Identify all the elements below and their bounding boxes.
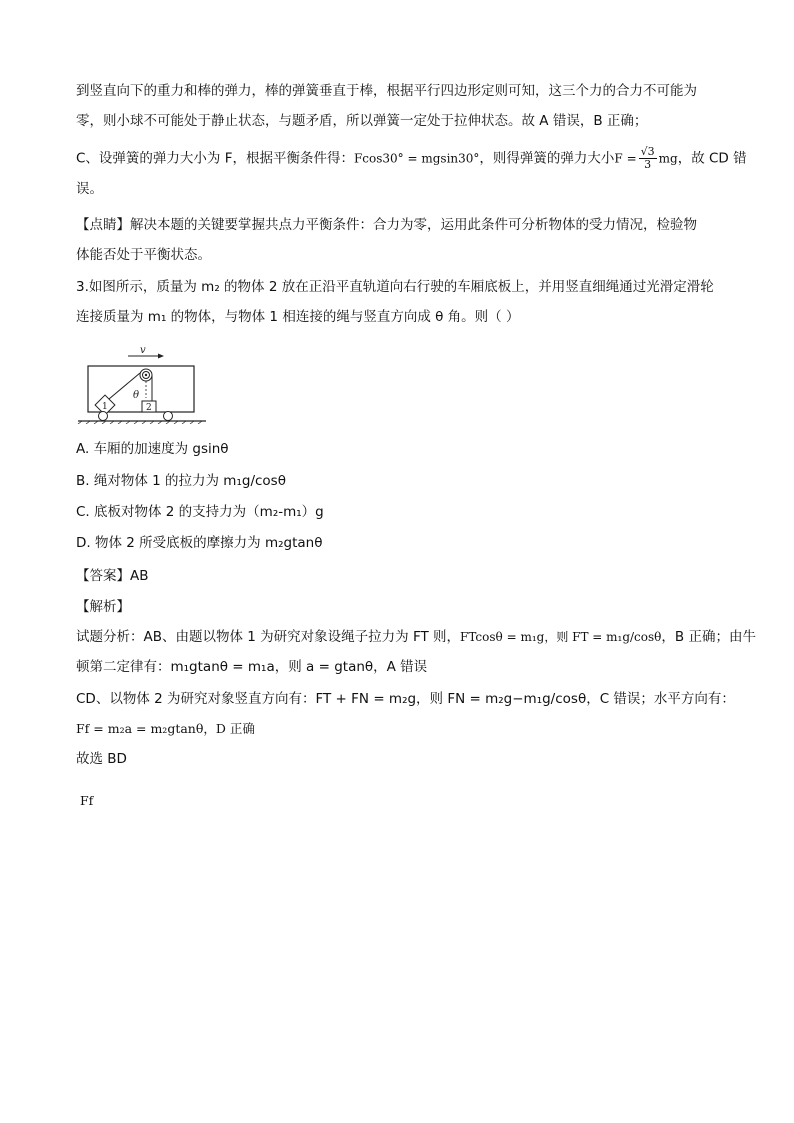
question-3-line-1: 3.如图所示，质量为 m₂ 的物体 2 放在正沿平直轨道向右行驶的车厢底板上，并用竖直细绳通过光滑定滑轮 — [76, 279, 714, 295]
text-line-3 — [76, 146, 747, 171]
velocity-arrowhead — [158, 354, 164, 359]
stray-ff-label: Ff — [80, 793, 94, 808]
analysis-line-1-start: 试题分析：AB、由题以物体 1 为研究对象设绳子拉力为 FT 则， — [76, 629, 461, 645]
train-car-figure — [76, 342, 210, 424]
analysis-line-4: Ff = m₂a = m₂gtanθ，D 正确 — [76, 721, 255, 736]
option-b: B. 绳对物体 1 的拉力为 m₁g/cosθ — [76, 473, 286, 489]
fraction-root3-over-3 — [639, 146, 657, 171]
option-a: A. 车厢的加速度为 gsinθ — [76, 441, 229, 457]
velocity-label: v — [140, 345, 146, 356]
block-2-label: 2 — [146, 403, 152, 413]
analysis-title: 【解析】 — [76, 599, 130, 615]
analysis-line-2: 顿第二定律有：m₁gtanθ = m₁a，则 a = gtanθ，A 错误 — [76, 659, 428, 675]
text-line-5: 【点睛】解决本题的关键要掌握共点力平衡条件：合力为零，运用此条件可分析物体的受力情况，检验物 — [76, 217, 697, 233]
wheel-left — [99, 412, 108, 421]
option-d: D. 物体 2 所受底板的摩擦力为 m₂gtanθ — [76, 535, 323, 551]
text-line-3-end: ，故 CD 错 — [677, 150, 747, 167]
text-line-3-mid: ，则得弹簧的弹力大小 — [479, 150, 615, 167]
conclusion-line: 故选 BD — [76, 751, 127, 767]
fraction-denominator: 3 — [644, 158, 652, 171]
analysis-line-1 — [76, 628, 756, 646]
pulley-axle — [145, 374, 147, 376]
analysis-equation-1: FTcosθ = m₁g，则 FT = m₁g/cosθ — [460, 630, 662, 644]
text-line-1: 到竖直向下的重力和棒的弹力，棒的弹簧垂直于棒，根据平行四边形定则可知，这三个力的合力不可能为 — [76, 83, 697, 99]
text-line-3-start: C、设弹簧的弹力大小为 F，根据平衡条件得： — [76, 150, 354, 167]
text-line-2: 零，则小球不可能处于静止状态，与题矛盾，所以弹簧一定处于拉伸状态。故 A 错误，B 正确； — [76, 113, 648, 129]
equation-f: F = — [614, 151, 637, 166]
theta-label: θ — [133, 390, 140, 401]
option-c: C. 底板对物体 2 的支持力为（m₂-m₁）g — [76, 504, 324, 520]
equation-mg: mg — [658, 151, 678, 166]
analysis-line-3: CD、以物体 2 为研究对象竖直方向有：FT + FN = m₂g，则 FN = m₂g−m₁g/cosθ，C 错误；水平方向有： — [76, 691, 735, 707]
wheel-right — [164, 412, 173, 421]
text-line-4: 误。 — [76, 181, 103, 197]
analysis-line-1-end: ，B 正确；由牛 — [661, 629, 756, 645]
fraction-numerator: √3 — [640, 145, 655, 158]
answer-line: 【答案】AB — [76, 568, 149, 584]
text-line-6: 体能否处于平衡状态。 — [76, 247, 211, 263]
equation-fcos: Fcos30° = mgsin30° — [353, 151, 480, 166]
block-1-label: 1 — [102, 402, 108, 412]
question-3-line-2: 连接质量为 m₁ 的物体，与物体 1 相连接的绳与竖直方向成 θ 角。则（ ） — [76, 309, 520, 325]
